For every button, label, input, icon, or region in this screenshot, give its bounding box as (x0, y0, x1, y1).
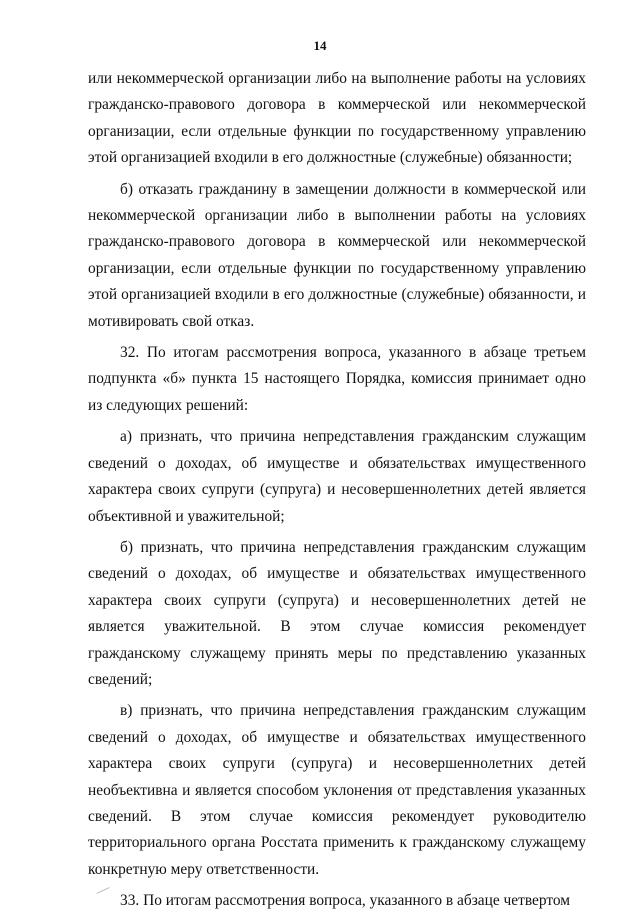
paragraph-item-v: в) признать, что причина непредставления гражданским служащим сведений о доходах, об имуществе и обязательствах имущественного характера своих супруги (супруга) и несовершеннолетних детей необъективна и является способом уклонения от представления указанных сведений. В этом случае комиссия рекомендует руководителю территориального органа Росстата применить к гражданскому служащему конкретную меру ответственности. (88, 702, 586, 878)
paragraph-continuation: или некоммерческой организации либо на выполнение работы на условиях гражданско-правового договора в коммерческой или некоммерческой организации, если отдельные функции по государственному управлению этой организацией входили в его должностные (служебные) обязанности; (88, 70, 586, 167)
page-number: 14 (313, 38, 327, 53)
document-body (88, 66, 586, 915)
paragraph-clause-32: 32. По итогам рассмотрения вопроса, указанного в абзаце третьем подпункта «б» пункта 15 настоящего Порядка, комиссия принимает одно из следующих решений: (88, 344, 586, 414)
paragraph-item-b: б) признать, что причина непредставления гражданским служащим сведений о доходах, об имуществе и обязательствах имущественного характера своих супруги (супруга) и несовершеннолетних детей не является уважительной. В этом случае комиссия рекомендует гражданскому служащему принять меры по представлению указанных сведений; (88, 538, 586, 688)
paragraph-item-b-refuse: б) отказать гражданину в замещении должности в коммерческой или некоммерческой организации либо в выполнении работы на условиях гражданско-правового договора в коммерческой или некоммерческой организации, если отдельные функции по государственному управлению этой организацией входили в его должностные (служебные) обязанности, и мотивировать свой отказ. (88, 180, 586, 330)
paragraph-item-a: а) признать, что причина непредставления гражданским служащим сведений о доходах, об имуществе и обязательствах имущественного характера своих супруги (супруга) и несовершеннолетних детей является объективной и уважительной; (88, 428, 586, 525)
paragraph-clause-33: 33. По итогам рассмотрения вопроса, указанного в абзаце четвертом (120, 892, 570, 910)
